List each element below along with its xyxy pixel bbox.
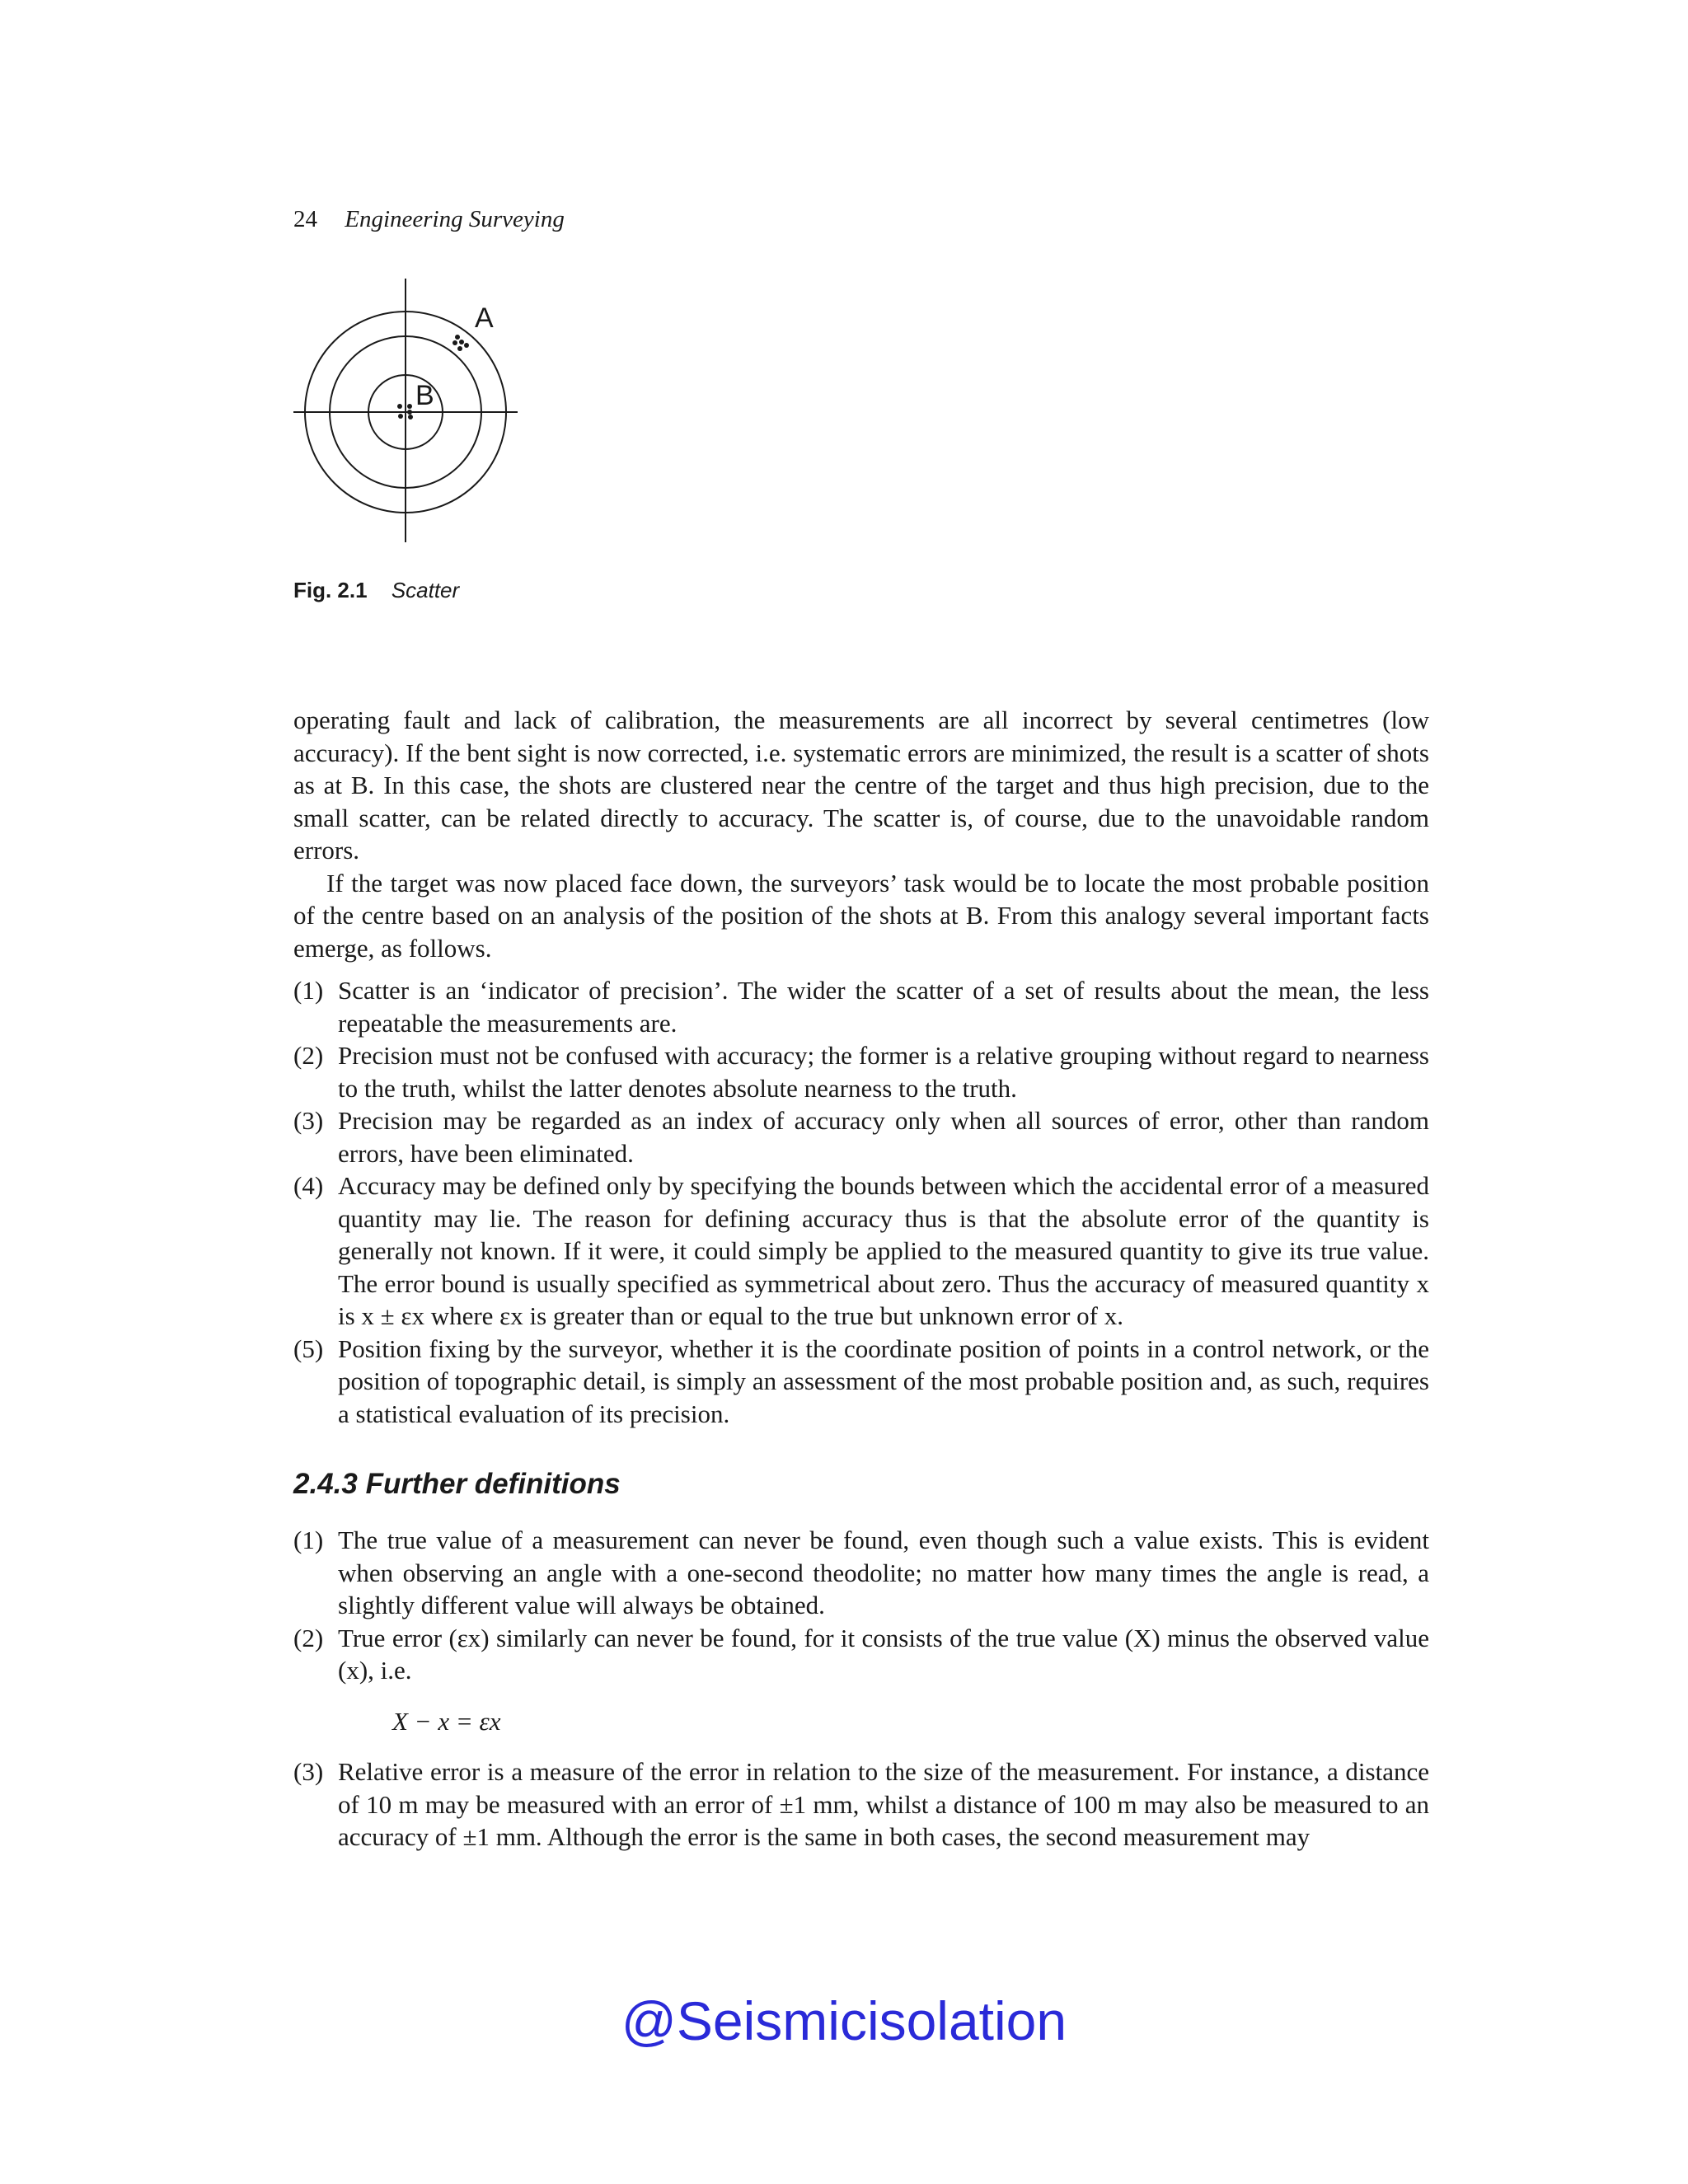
- item-number: (1): [293, 976, 324, 1005]
- list-item: [293, 1169, 1429, 1333]
- list-item: [293, 974, 1429, 1039]
- definitions-list: [293, 1524, 1429, 1687]
- page-number: 24: [293, 206, 317, 232]
- shot-a: [452, 340, 457, 345]
- list-item: [293, 1755, 1429, 1854]
- section-heading: 2.4.3 Further definitions: [293, 1468, 621, 1500]
- shot-b: [397, 404, 402, 409]
- label-b: B: [415, 380, 434, 411]
- running-head: [293, 204, 565, 234]
- shot-a: [455, 335, 460, 340]
- list-item: [293, 1524, 1429, 1622]
- item-text: Scatter is an ‘indicator of precision’. The wider the scatter of a set of results about the mean, the less repeatable the measurements are.: [338, 976, 1429, 1038]
- item-number: (1): [293, 1526, 324, 1554]
- paragraph: If the target was now placed face down, the surveyors’ task would be to locate the most probable position of the centre based on an analysis of the position of the shots at B. From this analogy several important facts emerge, as follows.: [293, 868, 1429, 963]
- caption-number: Fig. 2.1: [293, 578, 368, 602]
- shot-b: [398, 414, 403, 419]
- definitions-list-continued: [293, 1755, 1429, 1854]
- item-number: (3): [293, 1106, 324, 1135]
- list-item: [293, 1104, 1429, 1169]
- item-text: Accuracy may be defined only by specifying the bounds between which the accidental error of a measured quantity may lie. The reason for defining accuracy thus is that the absolute error of the quantity is generally not known. If it were, it could simply be applied to the measured quantity to give its true value. The error bound is usually specified as symmetrical about zero. Thus the accuracy of measured quantity x is x ± εx where εx is greater than or equal to the true but unknown error of x.: [338, 1171, 1429, 1330]
- caption-title: Scatter: [391, 578, 460, 602]
- book-title: Engineering Surveying: [345, 206, 565, 232]
- item-text: Precision must not be confused with accuracy; the former is a relative grouping without regard to nearness to the truth, whilst the latter denotes absolute nearness to the truth.: [338, 1041, 1429, 1103]
- item-text: The true value of a measurement can never be found, even though such a value exists. This is evident when observing an angle with a one-second theodolite; no matter how many times the angle is read, a slightly different value will always be obtained.: [338, 1526, 1429, 1619]
- target-diagram: [293, 279, 524, 551]
- paragraph: operating fault and lack of calibration, the measurements are all incorrect by several centimetres (low accuracy). If the bent sight is now corrected, i.e. systematic errors are minimized, the result is a scatter of shots as at B. In this case, the shots are clustered near the centre of the target and thus high precision, due to the small scatter, can be related directly to accuracy. The scatter is, of course, due to the unavoidable random errors.: [293, 705, 1429, 865]
- list-item: [293, 1333, 1429, 1431]
- facts-list: [293, 974, 1429, 1430]
- body-text: [293, 704, 1429, 1854]
- figure-caption: [293, 577, 459, 603]
- item-number: (5): [293, 1333, 324, 1363]
- list-item: [293, 1622, 1429, 1687]
- shot-a: [459, 340, 464, 344]
- item-number: (2): [293, 1041, 324, 1070]
- watermark: @Seismicisolation: [621, 1990, 1067, 2051]
- shot-a: [457, 346, 462, 351]
- item-text: Precision may be regarded as an index of accuracy only when all sources of error, other than random errors, have been eliminated.: [338, 1106, 1429, 1168]
- item-text: True error (εx) similarly can never be found, for it consists of the true value (X) minus the observed value (x), i.e.: [338, 1623, 1429, 1685]
- list-item: [293, 1039, 1429, 1104]
- scatter-figure: [293, 279, 524, 551]
- item-text: Position fixing by the surveyor, whether it is the coordinate position of points in a control network, or the position of topographic detail, is simply an assessment of the most probable position and, as such, requires a statistical evaluation of its precision.: [338, 1333, 1429, 1428]
- item-number: (4): [293, 1171, 324, 1200]
- label-a: A: [475, 302, 494, 334]
- item-text: Relative error is a measure of the error in relation to the size of the measurement. For instance, a distance of 10 m may be measured with an error of ±1 mm, whilst a distance of 100 m may also be measured to an accuracy of ±1 mm. Although the error is the same in both cases, the second measurement may: [338, 1757, 1429, 1851]
- item-number: (3): [293, 1757, 324, 1786]
- item-number: (2): [293, 1623, 324, 1652]
- shot-b: [407, 410, 412, 415]
- shots-a: [452, 335, 469, 351]
- shot-a: [464, 343, 469, 348]
- shot-b: [407, 404, 412, 409]
- equation: X − x = εx: [392, 1706, 501, 1736]
- shot-b: [408, 415, 413, 419]
